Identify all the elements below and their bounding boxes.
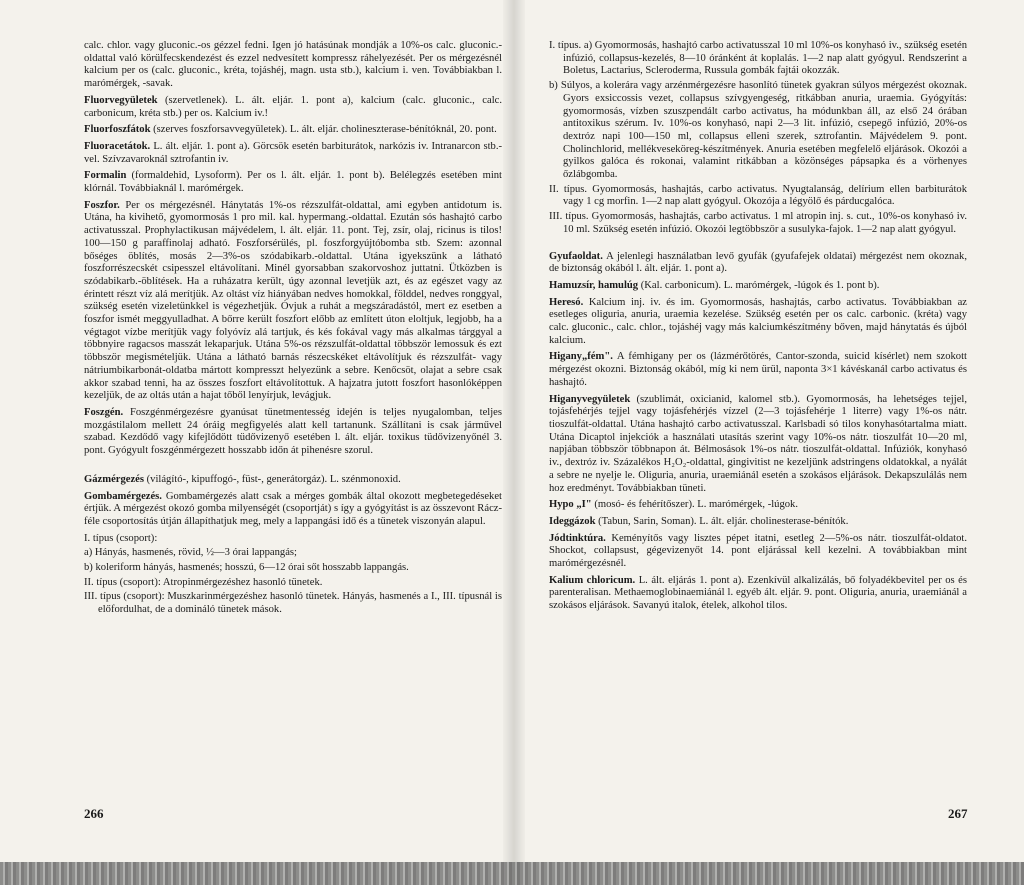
list-item: I. típus. a) Gyomormosás, hashajtó carbo activatusszal 10 ml 10%-os konyhasó iv., szükség esetén infúzió, collapsus-kezelés, 8—10 óránként át koplalás. 1—2 nap alatt gyógyul. Rendszerint a Boletus, Lactarius, Scleroderma, Russula gombák fajtái okozzák. [549, 40, 967, 77]
entry-gyufaoldat: Gyufaoldat. A jelenlegi használatban levő gyufák (gyufafejek oldatai) mérgezést nem okoznak, de biztonság okából l. ált. eljár. 1. pont a). [549, 250, 967, 275]
section-gap [84, 462, 502, 474]
continuation-paragraph: calc. chlor. vagy gluconic.-os gézzel fedni. Igen jó hatásúnak mondják a 10%-os calc. gluconic.-oldattal való körülfecskendezést és ezzel nedvesített kompressz ráhelyezését. Per os mérgezésnél kalcium per os (calc. gluconic., kréta, tojáshéj, magn. usta stb.), kalcium i. ven. Továbbiakban l. marómérgek, -savak. [84, 40, 502, 90]
entry-foszgen: Foszgén. Foszgénmérgezésre gyanúsat tünetmentesség idején is teljes nyugalomban, teljes mozgástilalom mellett 24 óráig megfigyelés alatt kell tartanunk. Szállítani is csak járművel szabad. Kezdődő vagy kifejlődött tüdővizenyő esetében l. ált. eljár. toxikus tüdővizenyőnél 3. pont. Gyógyult foszgénmérgezett hosszabb időn át pihenésre szorul. [84, 406, 502, 457]
list-item: a) Hányás, hasmenés, rövid, ½—3 órai lappangás; [84, 547, 297, 559]
entry-higanyvegyuletek: Higanyvegyületek (szublimát, oxicianid, kalomel stb.). Gyomormosás, ha lehetséges tejjel, tojásfehérjés tejjel vagy tojásfehérjés vízzel (2—3 tojásfehérje 1 literre) vagy 1%-os nátr. tioszulfát-oldattal. Utána hashajtó carbo activatusszal. Karlsbadi só tilos konyhasótartalma miatt. Utána Dicaptol injekciók a használati utasítás szerint vagy 10%-os nátr. tioszulfát 10—20 ml, napjában többször többnapon át. Bélmosások 1%-os nátr. tioszulfát-oldattal. Infúziók, konyhasó iv., dextróz iv. Százalékos H₂O₂-oldattal, gingivitist ne kezeljünk adstringens oldatokkal, a nyálát a sebre ne nyelje le. Oliguria, anuria, uraemiánál esetén a szokásos eljárások. Dekapszulálás nem hoz eredményt. Továbbiakban tüneti. [549, 393, 967, 494]
section-gap [549, 239, 967, 251]
entry-formalin: Formalin (formaldehid, Lysoform). Per os l. ált. eljár. 1. pont b). Belélegzés esetében mint klórnál. Továbbiaknál l. marómérgek. [84, 170, 502, 195]
list-item: II. típus. Gyomormosás, hashajtás, carbo activatus. Nyugtalanság, delírium ellen barbiturátok vagy 1 cg morfin. 1—2 nap alatt gyógyul. Okozója a légyölő és párducgalóca. [549, 183, 967, 208]
list-item: III. típus (csoport): Muszkarinmérgezéshez hasonló tünetek. Hányás, hasmenés a I., III. típusnál is előfordulhat, de a domináló tünetek mások. [84, 591, 502, 616]
page-number-left: 266 [84, 806, 104, 821]
entry-higany-fem: Higany„fém". A fémhigany per os (lázmérőtörés, Cantor-szonda, suicid kísérlet) nem szokott mérgezést okozni. Biztonság okából, míg ki nem ürül, naponta 3×1 kávéskanál carbo activatus és hashajtó. [549, 351, 967, 388]
list-item: b) koleriform hányás, hasmenés; hosszú, 6—12 órai sőt hosszabb lappangás. [84, 562, 409, 574]
entry-ideggazok: Ideggázok (Tabun, Sarin, Soman). L. ált. eljár. cholinesterase-bénítók. [549, 515, 849, 527]
entry-fluorfoszfatok: Fluorfoszfátok (szerves foszforsavvegyületek). L. ált. eljár. cholineszterase-bénítóknál, 20. pont. [84, 124, 497, 136]
list-item: III. típus. Gyomormosás, hashajtás, carbo activatus. 1 ml atropin inj. s. cut., 10%-os konyhasó iv. 10 ml. Szükség esetén infúzió. Okozói legtöbbször a susulyka-fajok. 1—2 nap alatt gyógyul. [549, 211, 967, 235]
left-page [84, 40, 502, 619]
entry-gazmergezes: Gázmérgezés (világító-, kipuffogó-, füst-, generátorgáz). L. szénmonoxid. [84, 473, 401, 485]
entry-kalium-chloricum: Kalium chloricum. L. ált. eljárás 1. pont a). Ezenkívül alkalizálás, bő folyadékbevitel per os és parenteralisan. Methaemoglobinaemiánál l. egyéb ált. eljár. 9. pont. Oliguria, anuria, uraemiánál a szokásos eljárások. Savanyú italok, ételek, alkohol tilos. [549, 574, 967, 612]
entry-fluorvegyuletek: Fluorvegyületek (szervetlenek). L. ált. eljár. 1. pont a), kalcium (calc. gluconic., calc. carbonicum, kréta stb.) per os. Kalcium iv.! [84, 94, 502, 119]
list-item: II. típus (csoport): Atropinmérgezéshez hasonló tünetek. [84, 576, 323, 588]
entry-hamuzsir: Hamuzsír, hamulúg (Kal. carbonicum). L. marómérgek, -lúgok és 1. pont b). [549, 279, 880, 291]
page-number-right: 267 [948, 806, 968, 821]
entry-gombamergezes: Gombamérgezés. Gombamérgezés alatt csak a mérges gombák által okozott megbetegedéseket értjük. A mérgezést okozó gomba milyenségét (csoportját) s így a gyógyítást is az összevont Rácz-féle csoportosítás útján állapíthatjuk meg, mely a lappangási idő és a tünetek viszonyán alapul. [84, 490, 502, 527]
entry-foszfor: Foszfor. Per os mérgezésnél. Hánytatás 1%-os rézszulfát-oldattal, ami egyben antidotum is. Utána, ha kivihető, gyomormosás 1 pro mil. kal. hypermang.-oldattal. Ezután sós hashajtó carbo activatusszal. Prophylactikusan májvédelem, l. ált. eljár. 11. pont. Tej, zsír, olaj, ricinus is tilos! 100—150 g paraffinolaj adható. Foszforsérülés, pl. foszforgyújtóbomba stb. Szem: azonnal bőséges öblítés, mosás 2—3%-os szódabikarb.-oldattal. Utána igyekszünk a látható foszforrészecskét csipesszel eltávolítani. Minél gyorsabban szakorvoshoz juttatni. Ütközben is szódabikarb.-öblítések. Ha a ruházatra került, úgy azonnal levetjük azt, és az egészet vagy az érintett részt víz alá merítjük. Az oltást víz hiányában nedves homokkal, földdel, nedves ronggyal, szükség esetén vizeletünkkel is végezhetjük. Óvjuk a ruhát a megszáradástól, mert ez esetben a foszfor ismét meggyulladhat. A bőrre került foszfort előbb az említett úton eloltjuk, legjobb, ha a végtagot vízbe merítjük vagy folyóvíz alá tartjuk, és kés fokával vagy más alkalmas tárggyal a többnyire ragacsos masszát lekaparjuk. Utána 5%-os rézszulfát-oldattal többször lemossuk és ezt többször megismételjük. Utána a látható barnás részecskéket eltávolítjuk és rézszulfát- vagy nátriumbikarbonát-oldatba mártott kompresszt helyezünk a sebre. Kenőcsöt, olajat a sebre csak akkor szabad tenni, ha az összes foszfort eltávolítottuk. A hajzatra jutott foszfort hasonlóképpen kezeljük, de az oltás után a hajat tőből lenyírjuk, levágjuk. [84, 199, 502, 402]
right-page [549, 40, 967, 617]
list-item: b) Súlyos, a kolerára vagy arzénmérgezésre hasonlító tünetek gyakran súlyos mérgezést okoznak. Gyors exsiccossis vezet, collapsus szívgyengeség, ritkábban anuria, uraemia. Gyógyítás: gyomormosás, vízben szuszpendált carbo activatus, ha módunkban áll, az első 24 órában antitoxikus szérum. Iv. 10%-os konyhasó, napi 2—3 lit. infúzió, csepegő infúzió, 20%-os dextróz napi 100—150 ml, collapsus elleni szerek, sztrofantin. Májvédelem 9. pont. Cholinchlorid, mellékveseköreg-készítmények. Anuria esetében megfelelő eljárások. Okozói a gyilkos galóca és rokonai, valamint ritkábban a közönséges pápsapka és a vörhenyes őzlábgomba. [549, 80, 967, 181]
entry-fluoracetatok: Fluoracetátok. L. ált. eljár. 1. pont a). Görcsök esetén barbiturátok, narkózis iv. Intranarcon stb.-vel. Szívzavaroknál sztrofantin iv. [84, 140, 502, 165]
entry-jodtinktura: Jódtinktúra. Keményítős vagy lisztes pépet itatni, esetleg 2—5%-os nátr. tioszulfát-oldatot. Shockot, collapsust, gégevizenyőt 14. pont eljárással kell kezelni. A továbbiakban mint marómérgezésnél. [549, 532, 967, 570]
entry-hypo: Hypo „I" (mosó- és fehérítőszer). L. marómérgek, -lúgok. [549, 499, 799, 511]
list-item: I. típus (csoport): [84, 532, 158, 544]
scan-bottom-edge [0, 862, 1024, 885]
book-gutter [503, 0, 525, 885]
entry-hereso: Heresó. Kalcium inj. iv. és im. Gyomormosás, hashajtás, carbo activatus. Továbbiakban az esetleges oliguria, anuria, uraemia kezelése. Szükség esetén per os calc. carbonic. (kréta) vagy calc. gluconic., calc. chlor., tojáshéj vagy más kalciumkészítmény bőven, majd hánytatás és újból kalcium. [549, 296, 967, 346]
